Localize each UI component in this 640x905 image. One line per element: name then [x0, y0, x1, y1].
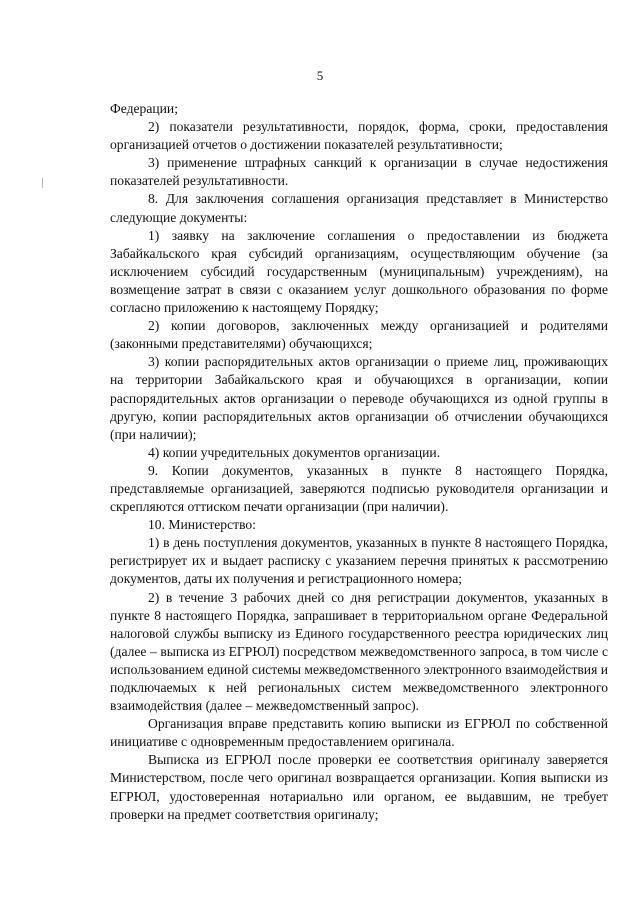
paragraph: 2) в течение 3 рабочих дней со дня регистрации документов, указанных в пункте 8 настоящего Порядка, запрашивает в территориальном органе Федеральной налоговой службы выписку из Единого государственного реестра юридических лиц (далее – выписка из ЕГРЮЛ) посредством межведомственного запроса, в том числе с использованием единой системы межведомственного электронного взаимодействия и подключаемых к ней региональных систем межведомственного электронного взаимодействия (далее – межведомственный запрос). [110, 589, 609, 714]
paragraph: 10. Министерство: [148, 517, 256, 533]
document-body [110, 100, 608, 824]
paragraph: Федерации; [110, 101, 178, 116]
paragraph: 9. Копии документов, указанных в пункте 8 настоящего Порядка, представляемые организацией, заверяются подписью руководителя организации и скрепляются оттиском печати организации (при наличии). [110, 462, 608, 515]
paragraph: 3) применение штрафных санкций к организации в случае недостижения показателей результативности. [110, 155, 608, 189]
paragraph: 2) показатели результативности, порядок, форма, сроки, предоставления организацией отчетов о достижении показателей результативности; [110, 119, 608, 153]
paragraph: 4) копии учредительных документов организации. [148, 444, 441, 460]
paragraph: 3) копии распорядительных актов организации о приеме лиц, проживающих на территории Забайкальского края и обучающихся в организации, копии распорядительных актов организации о переводе обучающихся из одной группы в другую, копии распорядительных актов организации об отчислении обучающихся (при наличии); [110, 354, 608, 442]
paragraph: 1) заявку на заключение соглашения о предоставлении из бюджета Забайкальского края субсидий организациям, осуществляющим обучение (за исключением субсидий государственным (муниципальным) учреждениям), на возмещение затрат в связи с оказанием услуг дошкольного образования по форме согласно приложению к настоящему Порядку; [110, 227, 608, 316]
margin-mark [42, 178, 43, 188]
paragraph: 2) копии договоров, заключенных между организацией и родителями (законными представителями) обучающихся; [110, 318, 608, 352]
paragraph: Организация вправе представить копию выписки из ЕГРЮЛ по собственной инициативе с одновременным предоставлением оригинала. [110, 716, 608, 750]
paragraph: 1) в день поступления документов, указанных в пункте 8 настоящего Порядка, регистрирует их и выдает расписку с указанием перечня принятых к рассмотрению документов, даты их получения и регистрационного номера; [110, 535, 608, 587]
page-number: 5 [316, 68, 324, 83]
paragraph: Выписка из ЕГРЮЛ после проверки ее соответствия оригиналу заверяется Министерством, после чего оригинал возвращается организации. Копия выписки из ЕГРЮЛ, удостоверенная нотариально или органом, ее выдавшим, не требует проверки на предмет соответствия оригиналу; [110, 752, 608, 822]
paragraph: 8. Для заключения соглашения организация представляет в Министерство следующие документы: [110, 191, 608, 225]
